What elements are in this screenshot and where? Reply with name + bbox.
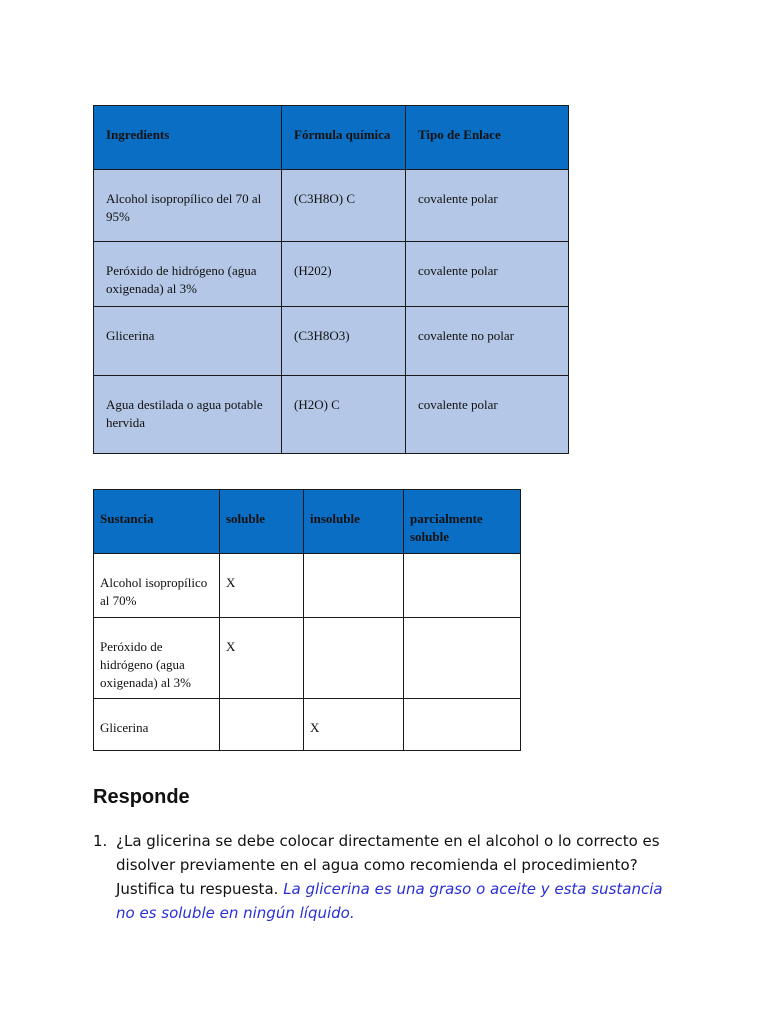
table-cell: (H202) — [282, 242, 406, 307]
table-row — [94, 376, 569, 454]
table-cell: covalente polar — [406, 170, 569, 242]
table-cell: covalente polar — [406, 242, 569, 307]
table-cell: Glicerina — [94, 307, 282, 376]
table-header-row — [94, 106, 569, 170]
table-cell: Peróxido de hidrógeno (agua oxigenada) al 3% — [94, 242, 282, 307]
table-cell: Alcohol isopropílico al 70% — [94, 554, 220, 618]
table-cell: Peróxido de hidrógeno (agua oxigenada) al 3% — [94, 618, 220, 699]
header-cell: Tipo de Enlace — [406, 106, 569, 170]
header-cell: Sustancia — [94, 490, 220, 554]
table-cell — [304, 554, 404, 618]
table-cell: covalente polar — [406, 376, 569, 454]
table-cell: X — [220, 618, 304, 699]
table-row — [94, 618, 521, 699]
table-row — [94, 699, 521, 751]
table-cell: Glicerina — [94, 699, 220, 751]
table-cell: X — [304, 699, 404, 751]
table-cell: covalente no polar — [406, 307, 569, 376]
table-cell: Alcohol isopropílico del 70 al 95% — [94, 170, 282, 242]
section-heading: Responde — [93, 786, 190, 808]
solubility-table — [93, 489, 521, 751]
table-cell — [404, 554, 521, 618]
header-cell: parcialmente soluble — [404, 490, 521, 554]
table-cell — [304, 618, 404, 699]
ingredients-table — [93, 105, 569, 454]
table-cell — [404, 699, 521, 751]
question-item — [93, 829, 673, 925]
header-cell: soluble — [220, 490, 304, 554]
table-header-row — [94, 490, 521, 554]
table-cell: (C3H8O) C — [282, 170, 406, 242]
table-cell: (C3H8O3) — [282, 307, 406, 376]
header-cell: Ingredients — [94, 106, 282, 170]
question-body — [116, 829, 673, 925]
table-row — [94, 170, 569, 242]
table-cell: (H2O) C — [282, 376, 406, 454]
table-cell — [220, 699, 304, 751]
answer-text: La glicerina es una graso o aceite y esta sustancia no es soluble en ningún líquido. — [116, 880, 663, 922]
table-row — [94, 242, 569, 307]
table-cell — [404, 618, 521, 699]
header-cell: insoluble — [304, 490, 404, 554]
question-number: 1. — [93, 832, 108, 850]
table-cell: X — [220, 554, 304, 618]
table-row — [94, 307, 569, 376]
question-text: ¿La glicerina se debe colocar directamente en el alcohol o lo correcto es disolver previamente en el agua como recomienda el procedimiento? Justifica tu respuesta. — [116, 832, 660, 898]
header-cell: Fórmula química — [282, 106, 406, 170]
table-row — [94, 554, 521, 618]
table-cell: Agua destilada o agua potable hervida — [94, 376, 282, 454]
